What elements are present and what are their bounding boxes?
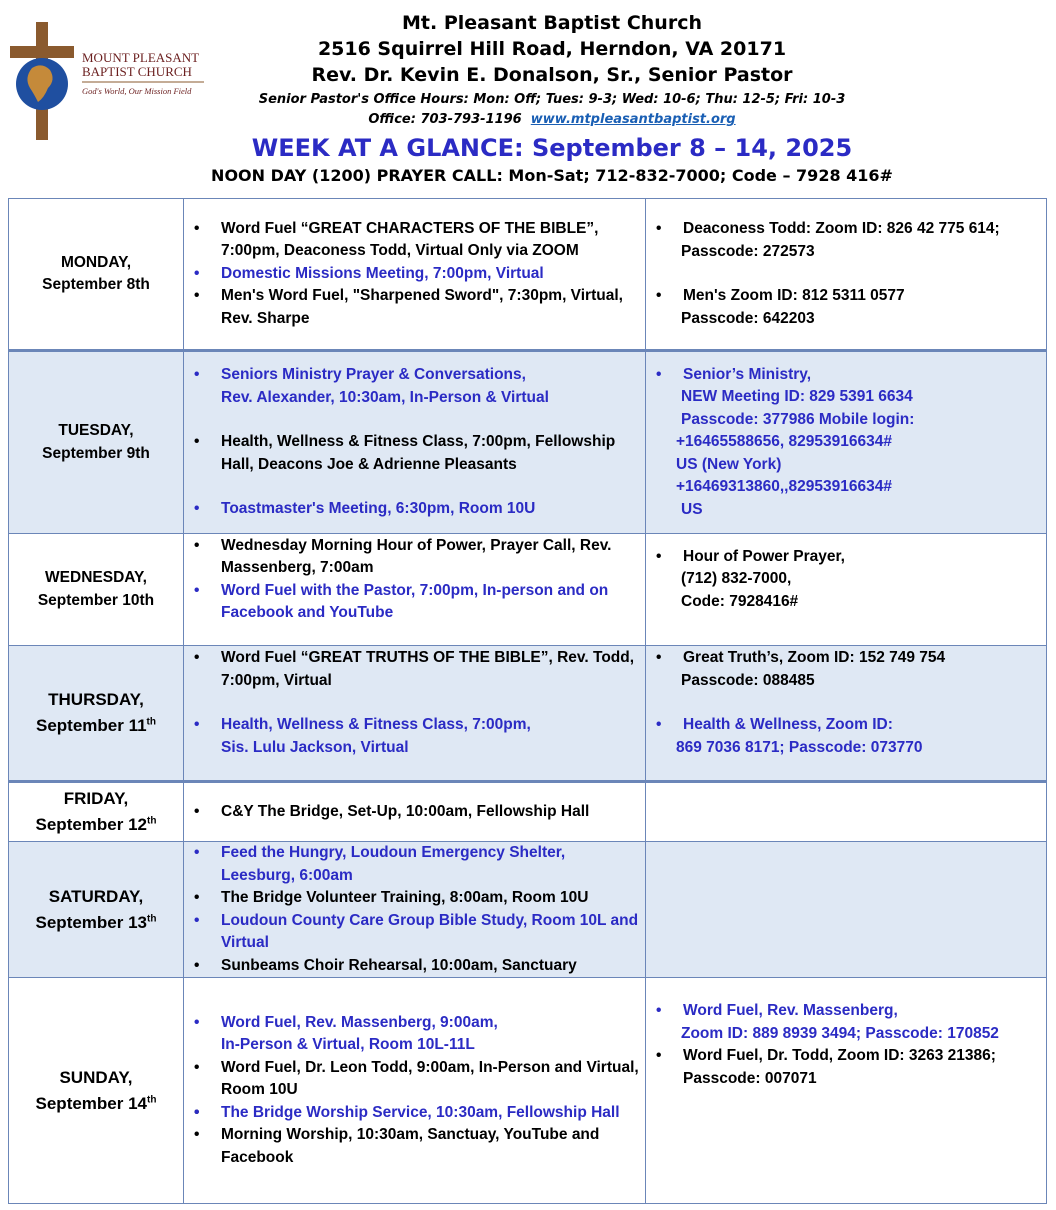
- day-date: September 12: [35, 815, 148, 834]
- list-item: • Word Fuel “GREAT TRUTHS OF THE BIBLE”, Rev. Todd, 7:00pm, Virtual: [194, 647, 641, 692]
- day-name: WEDNESDAY,: [45, 569, 147, 586]
- info-line: +16465588656, 82953916634#: [676, 433, 892, 451]
- day-name: SUNDAY,: [59, 1067, 133, 1087]
- list-item: • Men's Zoom ID: 812 5311 0577: [656, 285, 1042, 308]
- day-date: September 8th: [42, 276, 150, 293]
- schedule-table: [8, 198, 1047, 1204]
- info-cell: [646, 782, 1047, 842]
- date-suffix: th: [147, 1093, 157, 1105]
- day-cell: [9, 978, 184, 1204]
- list-item: • Domestic Missions Meeting, 7:00pm, Virtual: [194, 263, 641, 286]
- list-item: • Word Fuel, Dr. Leon Todd, 9:00am, In-Person and Virtual, Room 10U: [194, 1057, 641, 1102]
- list-item: • Great Truth’s, Zoom ID: 152 749 754: [656, 647, 1042, 670]
- table-row-saturday: [9, 842, 1047, 978]
- info-cell: [646, 534, 1047, 646]
- date-suffix: th: [147, 912, 157, 924]
- info-cell: [646, 199, 1047, 351]
- list-item: • Sunbeams Choir Rehearsal, 10:00am, Sanctuary: [194, 955, 641, 978]
- list-item-continued: • The Bridge Worship Service, 10:30am, Fellowship Hall: [194, 1102, 641, 1125]
- list-item: • Men's Word Fuel, "Sharpened Sword", 7:30pm, Virtual, Rev. Sharpe: [194, 285, 641, 330]
- events-cell: [184, 782, 646, 842]
- day-name: MONDAY,: [60, 253, 132, 271]
- list-item: • Word Fuel with the Pastor, 7:00pm, In-person and on Facebook and YouTube: [194, 580, 641, 625]
- list-item: • Word Fuel, Rev. Massenberg,: [656, 1000, 1042, 1023]
- logo-tagline: God's World, Our Mission Field: [82, 86, 192, 96]
- table-row-friday: [9, 782, 1047, 842]
- day-cell: [9, 199, 184, 351]
- date-suffix: th: [147, 815, 157, 827]
- office-phone: Office: 703-793-1196: [368, 112, 522, 127]
- church-name: Mt. Pleasant Baptist Church: [402, 12, 702, 34]
- info-line: NEW Meeting ID: 829 5391 6634: [681, 388, 913, 406]
- list-item: • Word Fuel, Rev. Massenberg, 9:00am, In-Person & Virtual, Room 10L-11L: [194, 1012, 641, 1057]
- list-item: • Health, Wellness & Fitness Class, 7:00pm, Fellowship Hall, Deacons Joe & Adrienne Pleasants: [194, 431, 641, 476]
- office-hours: Senior Pastor's Office Hours: Mon: Off; Tues: 9-3; Wed: 10-6; Thu: 12-5; Fri: 10-3: [258, 92, 846, 107]
- day-date: September 14: [35, 1093, 148, 1113]
- day-cell: [9, 646, 184, 782]
- table-row-sunday: [9, 978, 1047, 1204]
- day-date: September 11: [35, 716, 147, 735]
- info-line: Passcode: 272573: [681, 242, 815, 260]
- list-item: • Word Fuel, Dr. Todd, Zoom ID: 3263 21386; Passcode: 007071: [656, 1045, 1042, 1090]
- table-row-thursday: [9, 646, 1047, 782]
- events-cell: [184, 646, 646, 782]
- list-item: • Morning Worship, 10:30am, Sanctuay, YouTube and Facebook: [194, 1124, 641, 1169]
- list-item: • The Bridge Volunteer Training, 8:00am, Room 10U: [194, 887, 641, 910]
- day-cell: [9, 842, 184, 978]
- info-line: Passcode: 088485: [681, 671, 815, 689]
- prayer-call: NOON DAY (1200) PRAYER CALL: Mon-Sat; 712-832-7000; Code – 7928 416#: [211, 166, 893, 185]
- info-line: 869 7036 8171; Passcode: 073770: [676, 738, 923, 756]
- date-suffix: th: [146, 716, 156, 728]
- info-line: Passcode: 377986 Mobile login:: [681, 410, 915, 428]
- table-row-tuesday: [9, 351, 1047, 534]
- day-cell: [9, 351, 184, 534]
- info-line: US: [681, 500, 703, 518]
- list-item: • Loudoun County Care Group Bible Study, Room 10L and Virtual: [194, 910, 641, 955]
- info-line: Zoom ID: 889 8939 3494; Passcode: 170852: [681, 1024, 999, 1042]
- events-cell: [184, 351, 646, 534]
- info-line: +16469313860,,82953916634#: [676, 478, 892, 496]
- logo-line1: MOUNT PLEASANT: [82, 50, 200, 65]
- events-cell: [184, 534, 646, 646]
- list-item: • Feed the Hungry, Loudoun Emergency Shelter, Leesburg, 6:00am: [194, 842, 641, 887]
- list-item: • C&Y The Bridge, Set-Up, 10:00am, Fellowship Hall: [194, 801, 641, 824]
- day-name: TUESDAY,: [58, 422, 134, 439]
- list-item: • Health, Wellness & Fitness Class, 7:00pm, Sis. Lulu Jackson, Virtual: [194, 714, 641, 759]
- info-line: (712) 832-7000,: [681, 570, 792, 588]
- table-row-wednesday: [9, 534, 1047, 646]
- website-link[interactable]: www.mtpleasantbaptist.org: [530, 112, 736, 127]
- day-date: September 10th: [37, 591, 155, 609]
- list-item: • Health & Wellness, Zoom ID:: [656, 714, 1042, 737]
- day-date: September 9th: [42, 444, 150, 462]
- list-item: • Toastmaster's Meeting, 6:30pm, Room 10U: [194, 498, 641, 521]
- list-item: • Deaconess Todd: Zoom ID: 826 42 775 614;: [656, 218, 1042, 241]
- logo-line2: BAPTIST CHURCH: [82, 64, 192, 79]
- church-logo: [8, 22, 206, 140]
- events-cell: [184, 978, 646, 1204]
- info-cell: [646, 351, 1047, 534]
- day-cell: [9, 782, 184, 842]
- info-line: Passcode: 642203: [681, 309, 815, 327]
- events-cell: [184, 842, 646, 978]
- table-row-monday: [9, 199, 1047, 351]
- list-item: • Word Fuel “GREAT CHARACTERS OF THE BIBLE”, 7:00pm, Deaconess Todd, Virtual Only via ZOOM: [194, 218, 641, 263]
- events-cell: [184, 199, 646, 351]
- bulletin-header: [210, 10, 894, 188]
- info-cell: [646, 646, 1047, 782]
- day-date: September 13: [35, 912, 148, 932]
- list-item: • Seniors Ministry Prayer & Conversations, Rev. Alexander, 10:30am, In-Person & Virtual: [194, 364, 641, 409]
- info-cell: [646, 842, 1047, 978]
- day-name: SATURDAY,: [48, 886, 144, 906]
- day-name: FRIDAY,: [63, 789, 129, 808]
- list-item: • Wednesday Morning Hour of Power, Prayer Call, Rev. Massenberg, 7:00am: [194, 535, 641, 580]
- list-item: • Hour of Power Prayer,: [656, 546, 1042, 569]
- list-item: • Senior’s Ministry,: [656, 364, 1042, 387]
- church-address: 2516 Squirrel Hill Road, Herndon, VA 20171: [317, 38, 787, 60]
- info-line: Code: 7928416#: [681, 592, 799, 610]
- info-line: US (New York): [676, 455, 782, 473]
- day-cell: [9, 534, 184, 646]
- day-name: THURSDAY,: [48, 690, 144, 709]
- info-cell: [646, 978, 1047, 1204]
- senior-pastor: Rev. Dr. Kevin E. Donalson, Sr., Senior Pastor: [311, 64, 793, 86]
- week-title: WEEK AT A GLANCE: September 8 – 14, 2025: [251, 134, 853, 162]
- office-contact: [210, 110, 894, 130]
